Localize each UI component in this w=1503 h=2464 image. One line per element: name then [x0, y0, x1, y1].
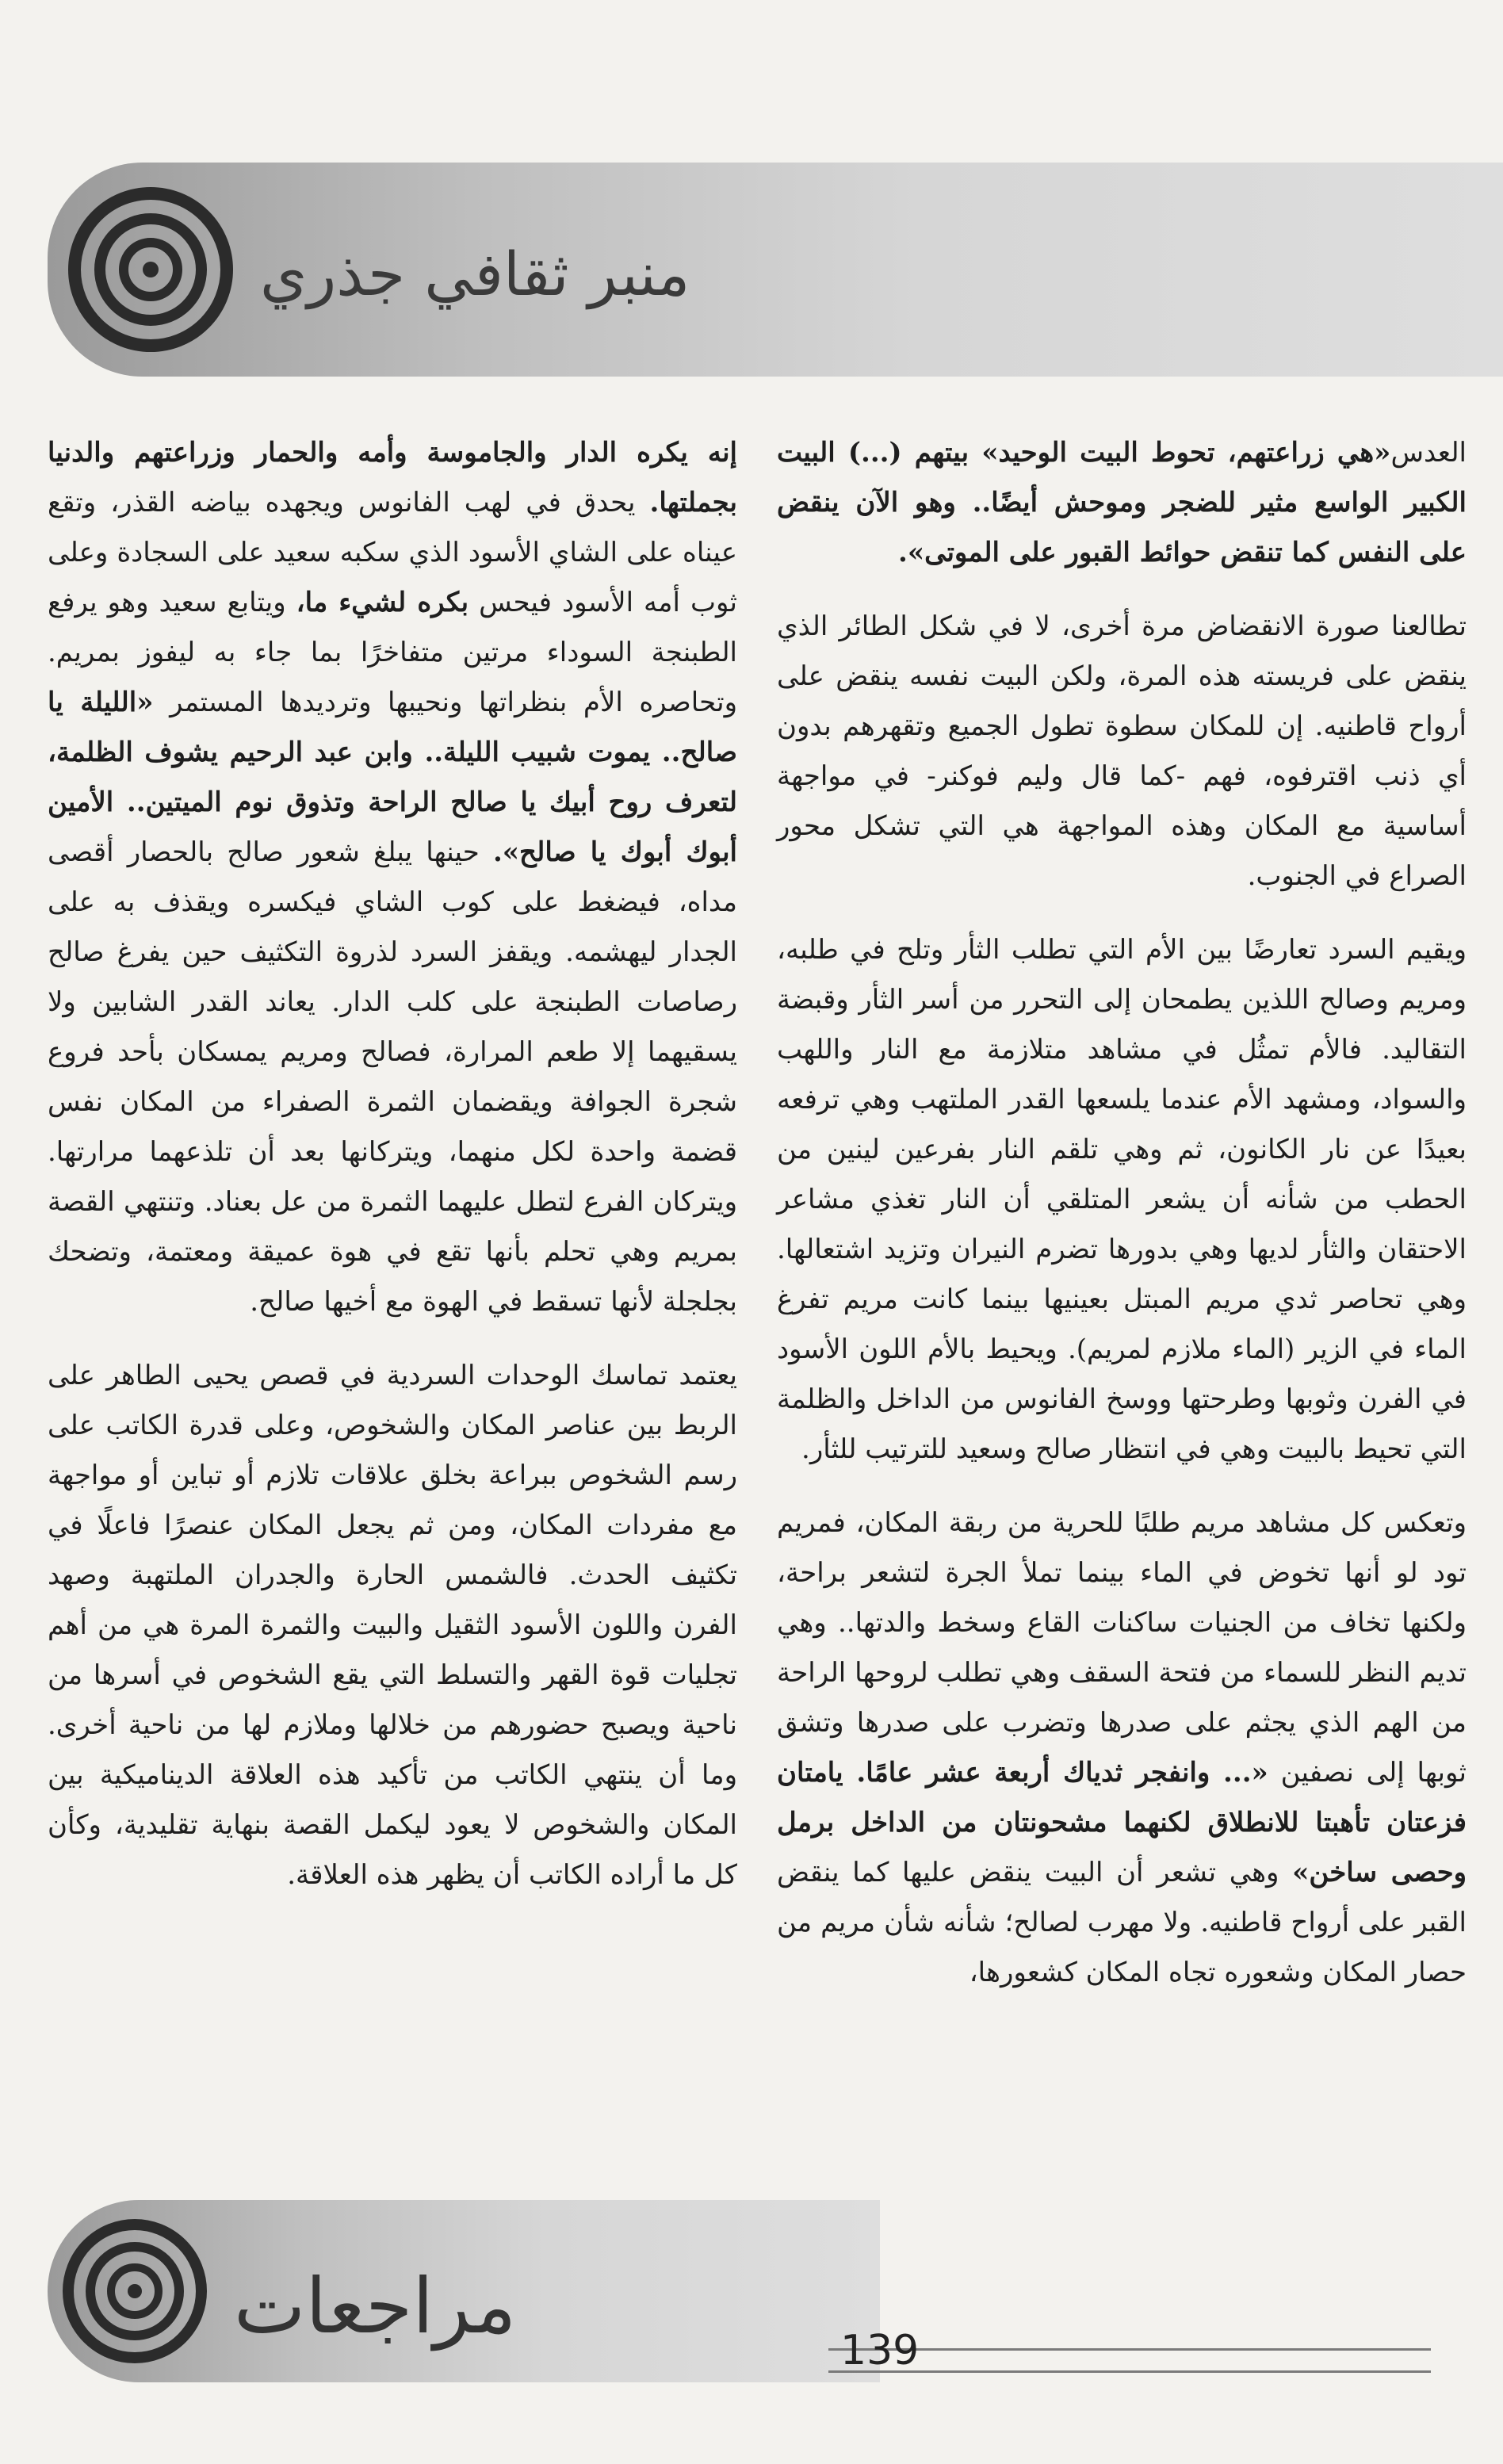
paragraph: تطالعنا صورة الانقضاض مرة أخرى، لا في شكل الطائر الذي ينقض على فريسته هذه المرة، ولكن البيت نفسه ينقض على أرواح قاطنيه. إن للمكان سطوة تطول الجميع وتقهرهم بدون أي ذنب اقترفوه، فهم -كما قال وليم فوكنر- في مواجهة أساسية مع المكان وهذه المواجهة هي التي تشكل محور الصراع في الجنوب. [777, 610, 1467, 892]
paragraph: ويقيم السرد تعارضًا بين الأم التي تطلب الثأر وتلح في طلبه، ومريم وصالح اللذين يطمحان إلى التحرر من أسر الثأر وقبضة التقاليد. فالأم تمثُل في مشاهد متلازمة مع النار واللهب والسواد، ومشهد الأم عندما يلسعها القدر الملتهب وهي ترفعه بعيدًا عن نار الكانون، ثم وهي تلقم النار بفرعين لينين من الحطب من شأنه أن يشعر المتلقي أن النار تغذي مشاعر الاحتقان والثأر لديها وهي بدورها تضرم النيران وتزيد اشتعالها. وهي تحاصر ثدي مريم المبتل بعينيها بينما كانت مريم تفرغ الماء في الزير (الماء ملازم لمريم). ويحيط بالأم اللون الأسود في الفرن وثوبها وطرحتها ووسخ الفانوس من الداخل والظلمة التي تحيط بالبيت وهي في انتظار صالح وسعيد للترتيب للثأر. [777, 934, 1467, 1465]
text-run: وهي تشعر أن البيت ينقض عليها كما ينقض القبر على أرواح قاطنيه. ولا مهرب لصالح؛ شأنه شأن مريم من حصار المكان وشعوره تجاه المكان كشعورها، [777, 1857, 1467, 1988]
text-run: ويتابع سعيد وهو يرفع الطبنجة السوداء مرتين متفاخرًا بما جاء به ليفوز بمريم. وتحاصره الأم بنظراتها ونحيبها وترديدها المستمر [48, 587, 737, 718]
article-column-left [48, 428, 737, 1924]
spiral-ornament-icon [52, 2208, 218, 2374]
article-column-right [777, 428, 1467, 2022]
paragraph [777, 1498, 1467, 1998]
quote-bold: «الليلة يا صالح.. يموت شبيب الليلة.. وابن عبد الرحيم يشوف الظلمة، لتعرف روح أبيك يا صالح الراحة وتذوق نوم الميتين.. الأمين أبوك أبوك يا صالح». [48, 687, 737, 868]
section-header-banner [48, 163, 1503, 377]
paragraph: يعتمد تماسك الوحدات السردية في قصص يحيى الطاهر على الربط بين عناصر المكان والشخوص، وعلى قدرة الكاتب على رسم الشخوص ببراعة بخلق علاقات تلازم أو تباين أو مواجهة مع مفردات المكان، ومن ثم يجعل المكان عنصرًا فاعلًا في تكثيف الحدث. فالشمس الحارة والجدران الملتهبة وصهد الفرن واللون الأسود الثقيل والبيت والثمرة المرة هي من أهم تجليات قوة القهر والتسلط التي يقع الشخوص في أسرها من ناحية ويصبح حضورهم من خلالها وملازم لها من ناحية أخرى. وما أن ينتهي الكاتب من تأكيد هذه العلاقة الديناميكية بين المكان والشخوص لا يعود ليكمل القصة بنهاية تقليدية، وكأن كل ما أراده الكاتب أن يظهر هذه العلاقة. [48, 1360, 737, 1891]
section-footer-title: مراجعات [234, 2262, 517, 2351]
quote-bold: إنه يكره الدار والجاموسة وأمه والحمار وزراعتهم والدنيا بجملتها. [48, 437, 737, 518]
text-run: حينها يبلغ شعور صالح بالحصار أقصى مداه، فيضغط على كوب الشاي فيكسره ويقذف به على الجدار ليهشمه. ويقفز السرد لذروة التكثيف حين يفرغ صالح رصاصات الطبنجة على كلب الدار. يعاند القدر الشابين ولا يسقيهما إلا طعم المرارة، فصالح ومريم يمسكان بأحد فروع شجرة الجوافة ويقضمان الثمرة الصفراء من المكان نفس قضمة واحدة لكل منهما، ويتركانها بعد أن تلذعهما مرارتها. ويتركان الفرع لتطل عليهما الثمرة من عل بعناد. وتنتهي القصة بمريم وهي تحلم بأنها تقع في هوة عميقة ومعتمة، وتضحك بجلجلة لأنها تسقط في الهوة مع أخيها صالح. [48, 836, 737, 1318]
quote-bold: بكره لشيء ما، [296, 587, 469, 618]
paragraph [777, 428, 1467, 578]
quote-bold: «... وانفجر ثدياك أربعة عشر عامًا. يامتان فزعتان تأهبتا للانطلاق لكنهما مشحونتان من الداخل برمل وحصى ساخن» [777, 1757, 1467, 1888]
quote-bold: «هي زراعتهم، تحوط البيت الوحيد» بيتهم (...) البيت الكبير الواسع مثير للضجر وموحش أيضًا.. وهو الآن ينقض على النفس كما تنقض حوائط القبور على الموتى». [777, 437, 1467, 568]
text-run: العدس [1390, 437, 1467, 469]
section-footer-banner [48, 2200, 880, 2382]
page-number: 139 [840, 2327, 920, 2374]
spiral-ornament-icon [55, 174, 246, 365]
section-header-title: منبر ثقافي جذري [260, 239, 690, 309]
paragraph [48, 428, 737, 1327]
text-run: يحدق في لهب الفانوس ويجهده بياضه القذر، وتقع عيناه على الشاي الأسود الذي سكبه سعيد على السجادة وعلى ثوب أمه الأسود فيحس [48, 487, 738, 618]
text-run: وتعكس كل مشاهد مريم طلبًا للحرية من ربقة المكان، فمريم تود لو أنها تخوض في الماء بينما تملأ الجرة لتشعر براحة، ولكنها تخاف من الجنيات ساكنات القاع وسخط والدتها.. وهي تديم النظر للسماء من فتحة السقف وهي تطلب لروحها الراحة من الهم الذي يجثم على صدرها وتضرب على صدرها وتشق ثوبها إلى نصفين [777, 1507, 1467, 1789]
